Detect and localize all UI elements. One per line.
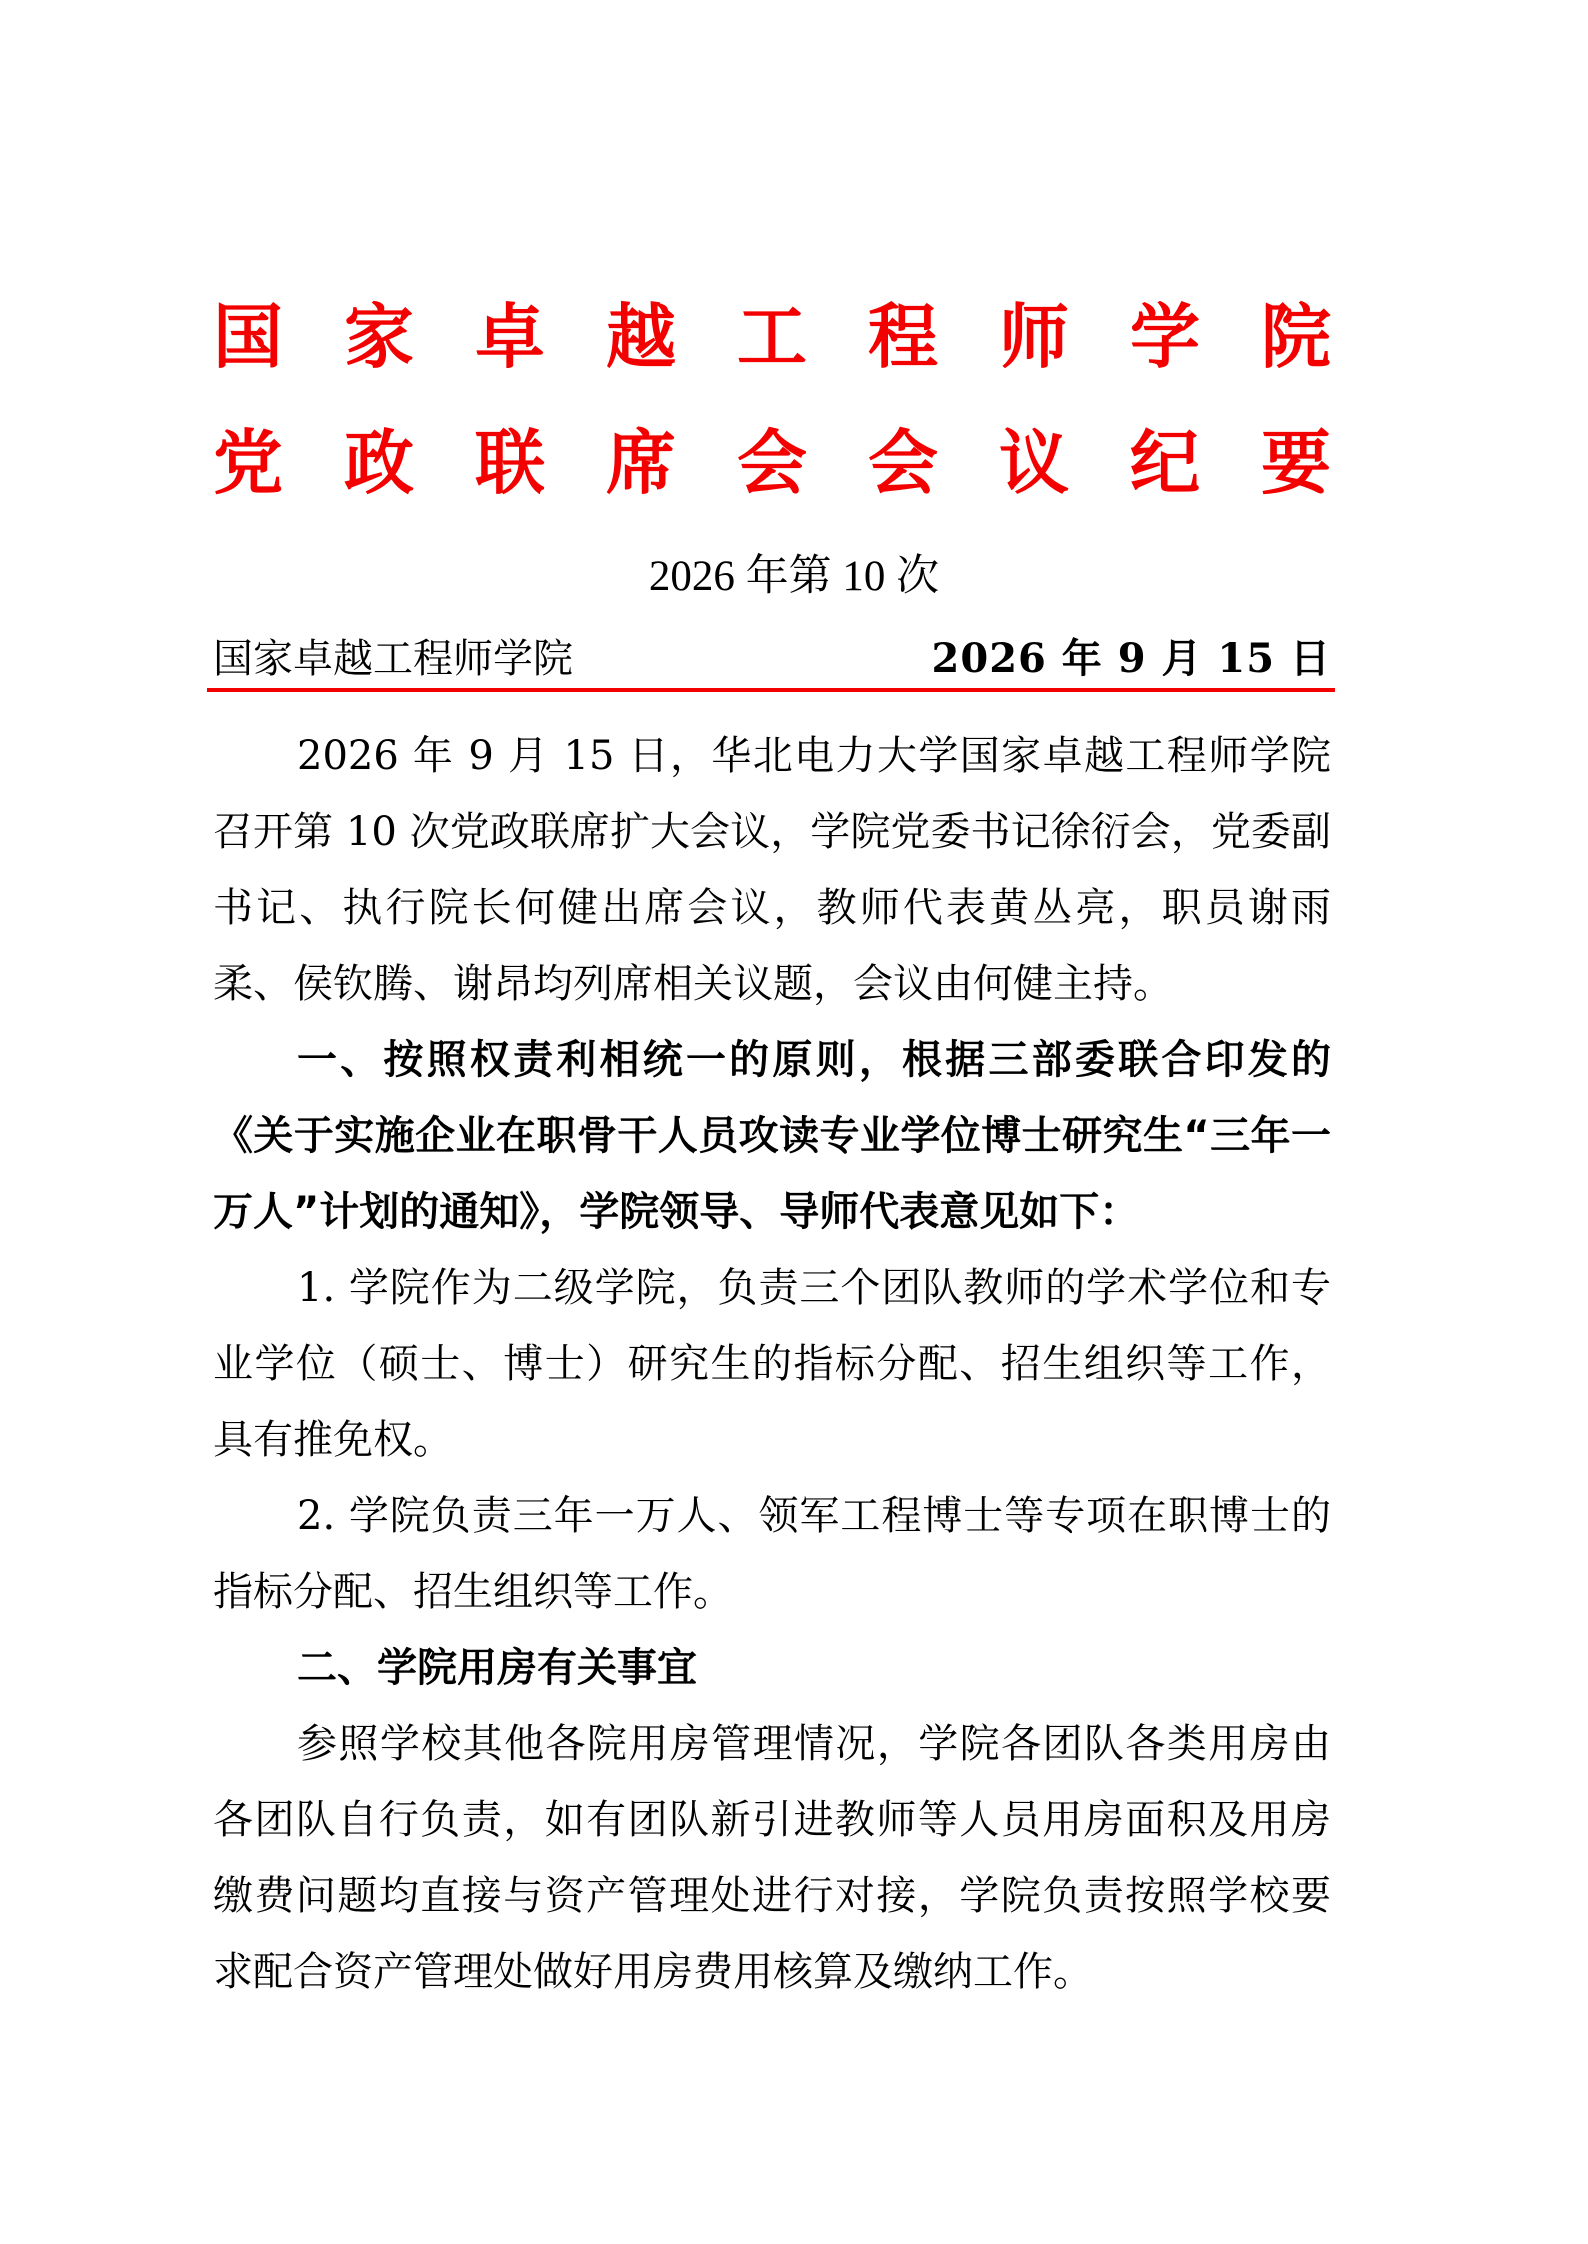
title-char: 要	[1261, 421, 1331, 504]
title-char: 程	[868, 295, 938, 378]
section-heading-1: 一、按照权责利相统一的原则，根据三部委联合印发的《关于实施企业在职骨干人员攻读专业学位博士研究生“三年一万人”计划的通知》，学院领导、导师代表意见如下：	[213, 1037, 1331, 1235]
red-separator-line	[207, 688, 1335, 692]
title-char: 纪	[1130, 421, 1200, 504]
paragraph-intro: 2026 年 9 月 15 日，华北电力大学国家卓越工程师学院召开第 10 次党政联席扩大会议，学院党委书记徐衍会，党委副书记、执行院长何健出席会议，教师代表黄丛亮，职员谢雨柔、侯钦腾、谢昂均列席相关议题，会议由何健主持。	[213, 733, 1331, 1007]
section-heading-2: 二、学院用房有关事宜	[297, 1645, 697, 1691]
title-char: 越	[606, 295, 676, 378]
title-char: 家	[344, 295, 414, 378]
title-char: 国	[213, 295, 283, 378]
title-char: 联	[475, 421, 545, 504]
title-char: 院	[1261, 295, 1331, 378]
paragraph-housing: 参照学校其他各院用房管理情况，学院各团队各类用房由各团队自行负责，如有团队新引进教师等人员用房面积及用房缴费问题均直接与资产管理处进行对接，学院负责按照学校要求配合资产管理处做好用房费用核算及缴纳工作。	[213, 1721, 1331, 1995]
list-item-2: 2. 学院负责三年一万人、领军工程博士等专项在职博士的指标分配、招生组织等工作。	[213, 1493, 1331, 1615]
title-char: 师	[999, 295, 1069, 378]
title-char: 会	[868, 421, 938, 504]
list-item-1: 1. 学院作为二级学院，负责三个团队教师的学术学位和专业学位（硕士、博士）研究生的指标分配、招生组织等工作，具有推免权。	[213, 1265, 1331, 1463]
title-char: 学	[1130, 295, 1200, 378]
title-char: 会	[737, 421, 807, 504]
document-title-line-2	[213, 421, 1331, 504]
document-title-line-1	[213, 295, 1331, 378]
title-char: 政	[344, 421, 414, 504]
issuer-name: 国家卓越工程师学院	[213, 636, 573, 682]
title-char: 席	[606, 421, 676, 504]
title-char: 卓	[475, 295, 545, 378]
issue-date: 2026 年 9 月 15 日	[931, 635, 1331, 682]
title-char: 工	[737, 295, 807, 378]
title-char: 党	[213, 421, 283, 504]
title-char: 议	[999, 421, 1069, 504]
document-header-row	[213, 634, 1331, 684]
issue-number: 2026 年第 10 次	[648, 553, 940, 600]
